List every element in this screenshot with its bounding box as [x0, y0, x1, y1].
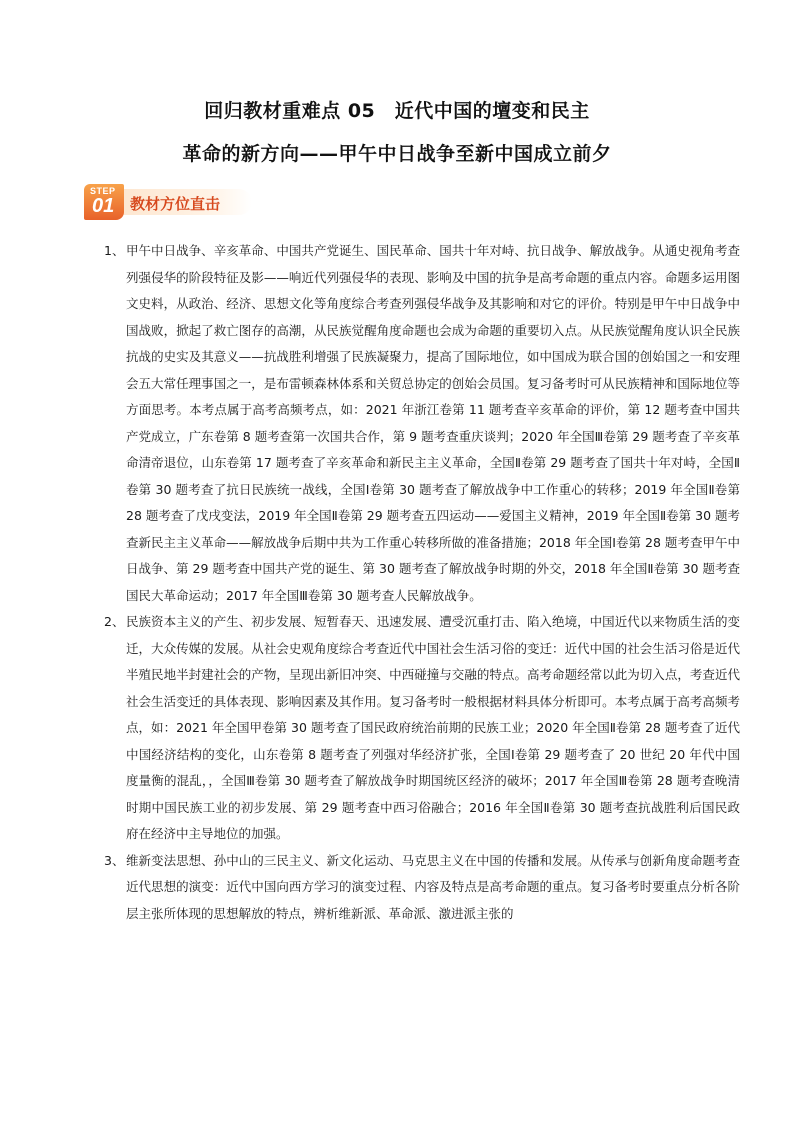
- list-item: [104, 609, 740, 848]
- step-label: 教材方位直击: [130, 195, 221, 213]
- list-item: [104, 848, 740, 928]
- list-item-text: 民族资本主义的产生、初步发展、短暂春天、迅速发展、遭受沉重打击、陷入绝境，中国近代以来物质生活的变迁，大众传媒的发展。从社会史观角度综合考查近代中国社会生活习俗的变迁：近代中国的社会生活习俗是近代半殖民地半封建社会的产物，呈现出新旧冲突、中西碰撞与交融的特点。高考命题经常以此为切入点，考查近代社会生活变迁的具体表现、影响因素及其作用。复习备考时一般根据材料具体分析即可。本考点属于高考高频考点，如：2021 年全国甲卷第 30 题考查了国民政府统治前期的民族工业；2020 年全国Ⅱ卷第 28 题考查了近代中国经济结构的变化，山东卷第 8 题考查了列强对华经济扩张，全国Ⅰ卷第 29 题考查了 20 世纪 20 年代中国度量衡的混乱，，全国Ⅲ卷第 30 题考查了解放战争时期国统区经济的破坏；2017 年全国Ⅲ卷第 28 题考查晚清时期中国民族工业的初步发展、第 29 题考查中西习俗融合；2016 年全国Ⅱ卷第 30 题考查抗战胜利后国民政府在经济中主导地位的加强。: [126, 614, 740, 841]
- page-title-line-1: 回归教材重难点 05 近代中国的壇变和民主: [204, 100, 590, 122]
- list-item-number: 3、: [104, 852, 125, 868]
- page-title-line-2: 革命的新方向——甲午中日战争至新中国成立前夕: [182, 143, 612, 165]
- document-body: [104, 238, 740, 927]
- step-number-tab: [84, 184, 124, 220]
- list-item: [104, 238, 740, 609]
- step-number: 01: [92, 195, 115, 217]
- list-item-number: 2、: [104, 614, 125, 629]
- step-badge: [84, 184, 252, 220]
- list-item-text: 维新变法思想、孙中山的三民主义、新文化运动、马克思主义在中国的传播和发展。从传承与创新角度命题考查近代思想的演变：近代中国向西方学习的演变过程、内容及特点是高考命题的重点。复习备考时要重点分析各阶层主张所体现的思想解放的特点，辨析维新派、革命派、激进派主张的: [126, 852, 740, 921]
- step-label-bar: [116, 189, 252, 215]
- list-item-text: 甲午中日战争、辛亥革命、中国共产党诞生、国民革命、国共十年对峙、抗日战争、解放战争。从通史视角考查列强侵华的阶段特征及影——响近代列强侵华的表现、影响及中国的抗争是高考命题的重点内容。命题多运用图文史料，从政治、经济、思想文化等角度综合考查列强侵华战争及其影响和对它的评价。特别是甲午中日战争中国战败，掀起了救亡图存的高潮，从民族觉醒角度命题也会成为命题的重要切入点。从民族觉醒角度认识全民族抗战的史实及其意义——抗战胜利增强了民族凝聚力，提高了国际地位，如中国成为联合国的创始国之一和安理会五大常任理事国之一，是布雷顿森林体系和关贸总协定的创始会员国。复习备考时可从民族精神和国际地位等方面思考。本考点属于高考高频考点，如：2021 年浙江卷第 11 题考查辛亥革命的评价，第 12 题考查中国共产党成立，广东卷第 8 题考查第一次国共合作，第 9 题考查重庆谈判；2020 年全国Ⅲ卷第 29 题考查了辛亥革命清帝退位，山东卷第 17 题考查了辛亥革命和新民主主义革命，全国Ⅱ卷第 29 题考查了国共十年对峙，全国Ⅱ卷第 30 题考查了抗日民族统一战线，全国Ⅰ卷第 30 题考查了解放战争中工作重心的转移；2019 年全国Ⅱ卷第 28 题考查了戊戌变法，2019 年全国Ⅱ卷第 29 题考查五四运动——爱国主义精神，2019 年全国Ⅱ卷第 30 题考查新民主主义革命——解放战争后期中共为工作重心转移所做的准备措施；2018 年全国Ⅰ卷第 28 题考查甲午中日战争、第 29 题考查中国共产党的诞生、第 30 题考查了解放战争时期的外交，2018 年全国Ⅱ卷第 30 题考查国民大革命运动；2017 年全国Ⅲ卷第 30 题考查人民解放战争。: [126, 243, 740, 603]
- list-item-number: 1、: [104, 243, 125, 258]
- step-word: STEP: [90, 186, 116, 196]
